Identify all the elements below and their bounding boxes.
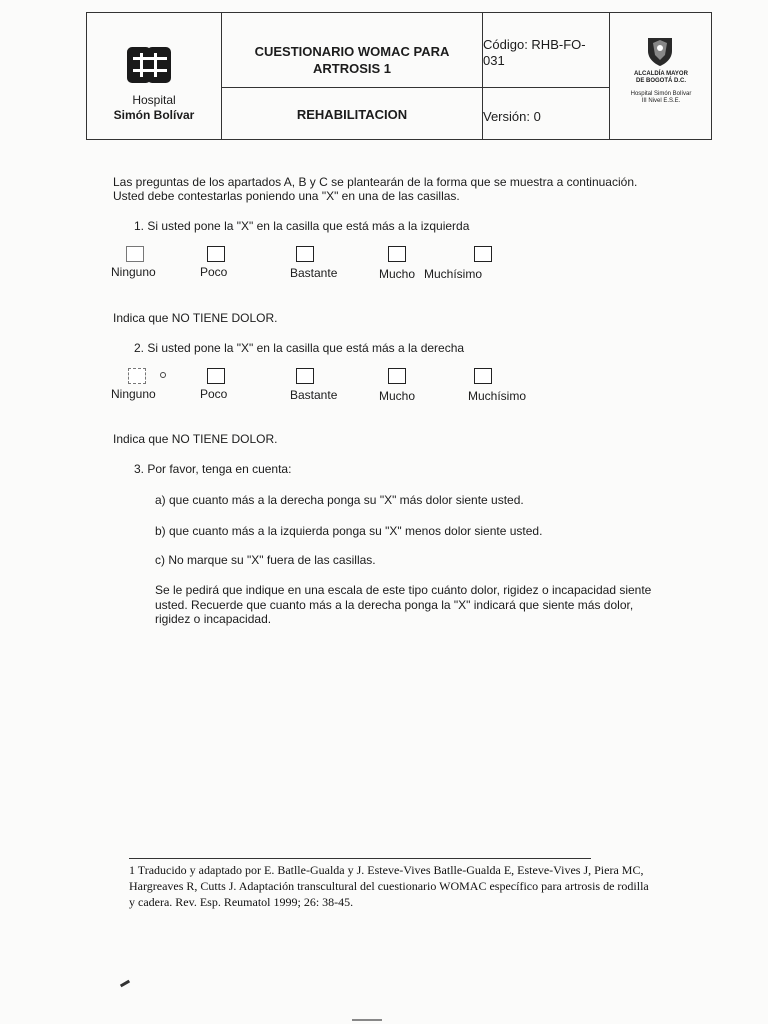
hospital-small-label bbox=[609, 91, 713, 105]
checkbox-poco[interactable] bbox=[207, 246, 225, 262]
scale-label: Muchísimo bbox=[468, 389, 527, 403]
footnote-line-1: 1 Traducido y adaptado por E. Batlle-Gualda y J. Esteve-Vives Batlle-Gualda E, Esteve-Vives J, Piera MC, bbox=[129, 863, 644, 877]
item2-instruction: 2. Si usted pone la "X" en la casilla que está más a la derecha bbox=[134, 341, 465, 355]
checkbox-mucho[interactable] bbox=[388, 368, 406, 384]
alcaldia-line-1: ALCALDÍA MAYOR bbox=[634, 71, 688, 77]
alcaldia-line-2: DE BOGOTÁ D.C. bbox=[635, 78, 686, 84]
scale-label: Bastante bbox=[290, 266, 338, 280]
intro-line-2: Usted debe contestarlas poniendo una "X" en una de las casillas. bbox=[113, 189, 460, 203]
header-table bbox=[86, 12, 712, 140]
hospital-small-line-2: III Nivel E.S.E. bbox=[641, 98, 681, 104]
checkbox-mucho[interactable] bbox=[388, 246, 406, 262]
checkbox-ninguno[interactable] bbox=[126, 246, 144, 262]
footnote bbox=[129, 862, 649, 910]
document-code: Código: RHB-FO-031 bbox=[483, 37, 586, 68]
document-subtitle: REHABILITACION bbox=[296, 107, 408, 122]
hospital-logo bbox=[87, 13, 221, 139]
checkbox-bastante[interactable] bbox=[296, 368, 314, 384]
header-divider bbox=[221, 87, 609, 88]
checkbox-muchisimo[interactable] bbox=[474, 368, 492, 384]
item3-point-c: c) No marque su "X" fuera de las casillas. bbox=[155, 553, 376, 567]
item3-point-b: b) que cuanto más a la izquierda ponga su "X" menos dolor siente usted. bbox=[155, 524, 543, 538]
item2-result: Indica que NO TIENE DOLOR. bbox=[113, 432, 278, 446]
footnote-line-3: y cadera. Rev. Esp. Reumatol 1999; 26: 38-45. bbox=[129, 895, 354, 909]
item3-paragraph-line-2: usted. Recuerde que cuanto más a la derecha ponga la "X" indicará que siente más dolor, bbox=[155, 598, 634, 612]
scan-mark bbox=[352, 1019, 382, 1021]
checkbox-ninguno[interactable] bbox=[128, 368, 146, 384]
intro-line-1: Las preguntas de los apartados A, B y C se plantearán de la forma que se muestra a continuación. bbox=[113, 175, 638, 189]
scale-label: Poco bbox=[200, 265, 228, 279]
scale-label: Muchísimo bbox=[424, 267, 483, 281]
stray-mark bbox=[160, 372, 166, 378]
logo-line-name: Simón Bolívar bbox=[113, 108, 195, 122]
scan-mark bbox=[120, 980, 130, 988]
checkbox-poco[interactable] bbox=[207, 368, 225, 384]
scale-label: Poco bbox=[200, 387, 228, 401]
item1-result: Indica que NO TIENE DOLOR. bbox=[113, 311, 278, 325]
alcaldia-label bbox=[609, 71, 713, 85]
checkbox-bastante[interactable] bbox=[296, 246, 314, 262]
footnote-line-2: Hargreaves R, Cutts J. Adaptación transcultural del cuestionario WOMAC específico para artrosis de rodilla bbox=[129, 879, 649, 893]
item3-instruction: 3. Por favor, tenga en cuenta: bbox=[134, 462, 292, 476]
checkbox-muchisimo[interactable] bbox=[474, 246, 492, 262]
hospital-small-line-1: Hospital Simón Bolívar bbox=[630, 91, 692, 97]
item3-paragraph-line-3: rigidez o incapacidad. bbox=[155, 612, 272, 626]
footnote-divider bbox=[129, 858, 591, 859]
scale-label: Bastante bbox=[290, 388, 338, 402]
document-title: CUESTIONARIO WOMAC PARA ARTROSIS 1 bbox=[254, 44, 450, 76]
item3-point-a: a) que cuanto más a la derecha ponga su "X" más dolor siente usted. bbox=[155, 493, 524, 507]
scale-label: Ninguno bbox=[111, 387, 156, 401]
scale-label: Ninguno bbox=[111, 265, 156, 279]
scale-label: Mucho bbox=[379, 389, 416, 403]
item1-instruction: 1. Si usted pone la "X" en la casilla que está más a la izquierda bbox=[134, 219, 470, 233]
document-version: Versión: 0 bbox=[483, 109, 541, 124]
hospital-logo-icon bbox=[125, 45, 185, 85]
logo-line-hospital: Hospital bbox=[132, 93, 176, 107]
scale-label: Mucho bbox=[379, 267, 416, 281]
item3-paragraph-line-1: Se le pedirá que indique en una escala de este tipo cuánto dolor, rigidez o incapacidad siente bbox=[155, 583, 652, 597]
coat-of-arms-icon bbox=[645, 35, 675, 67]
